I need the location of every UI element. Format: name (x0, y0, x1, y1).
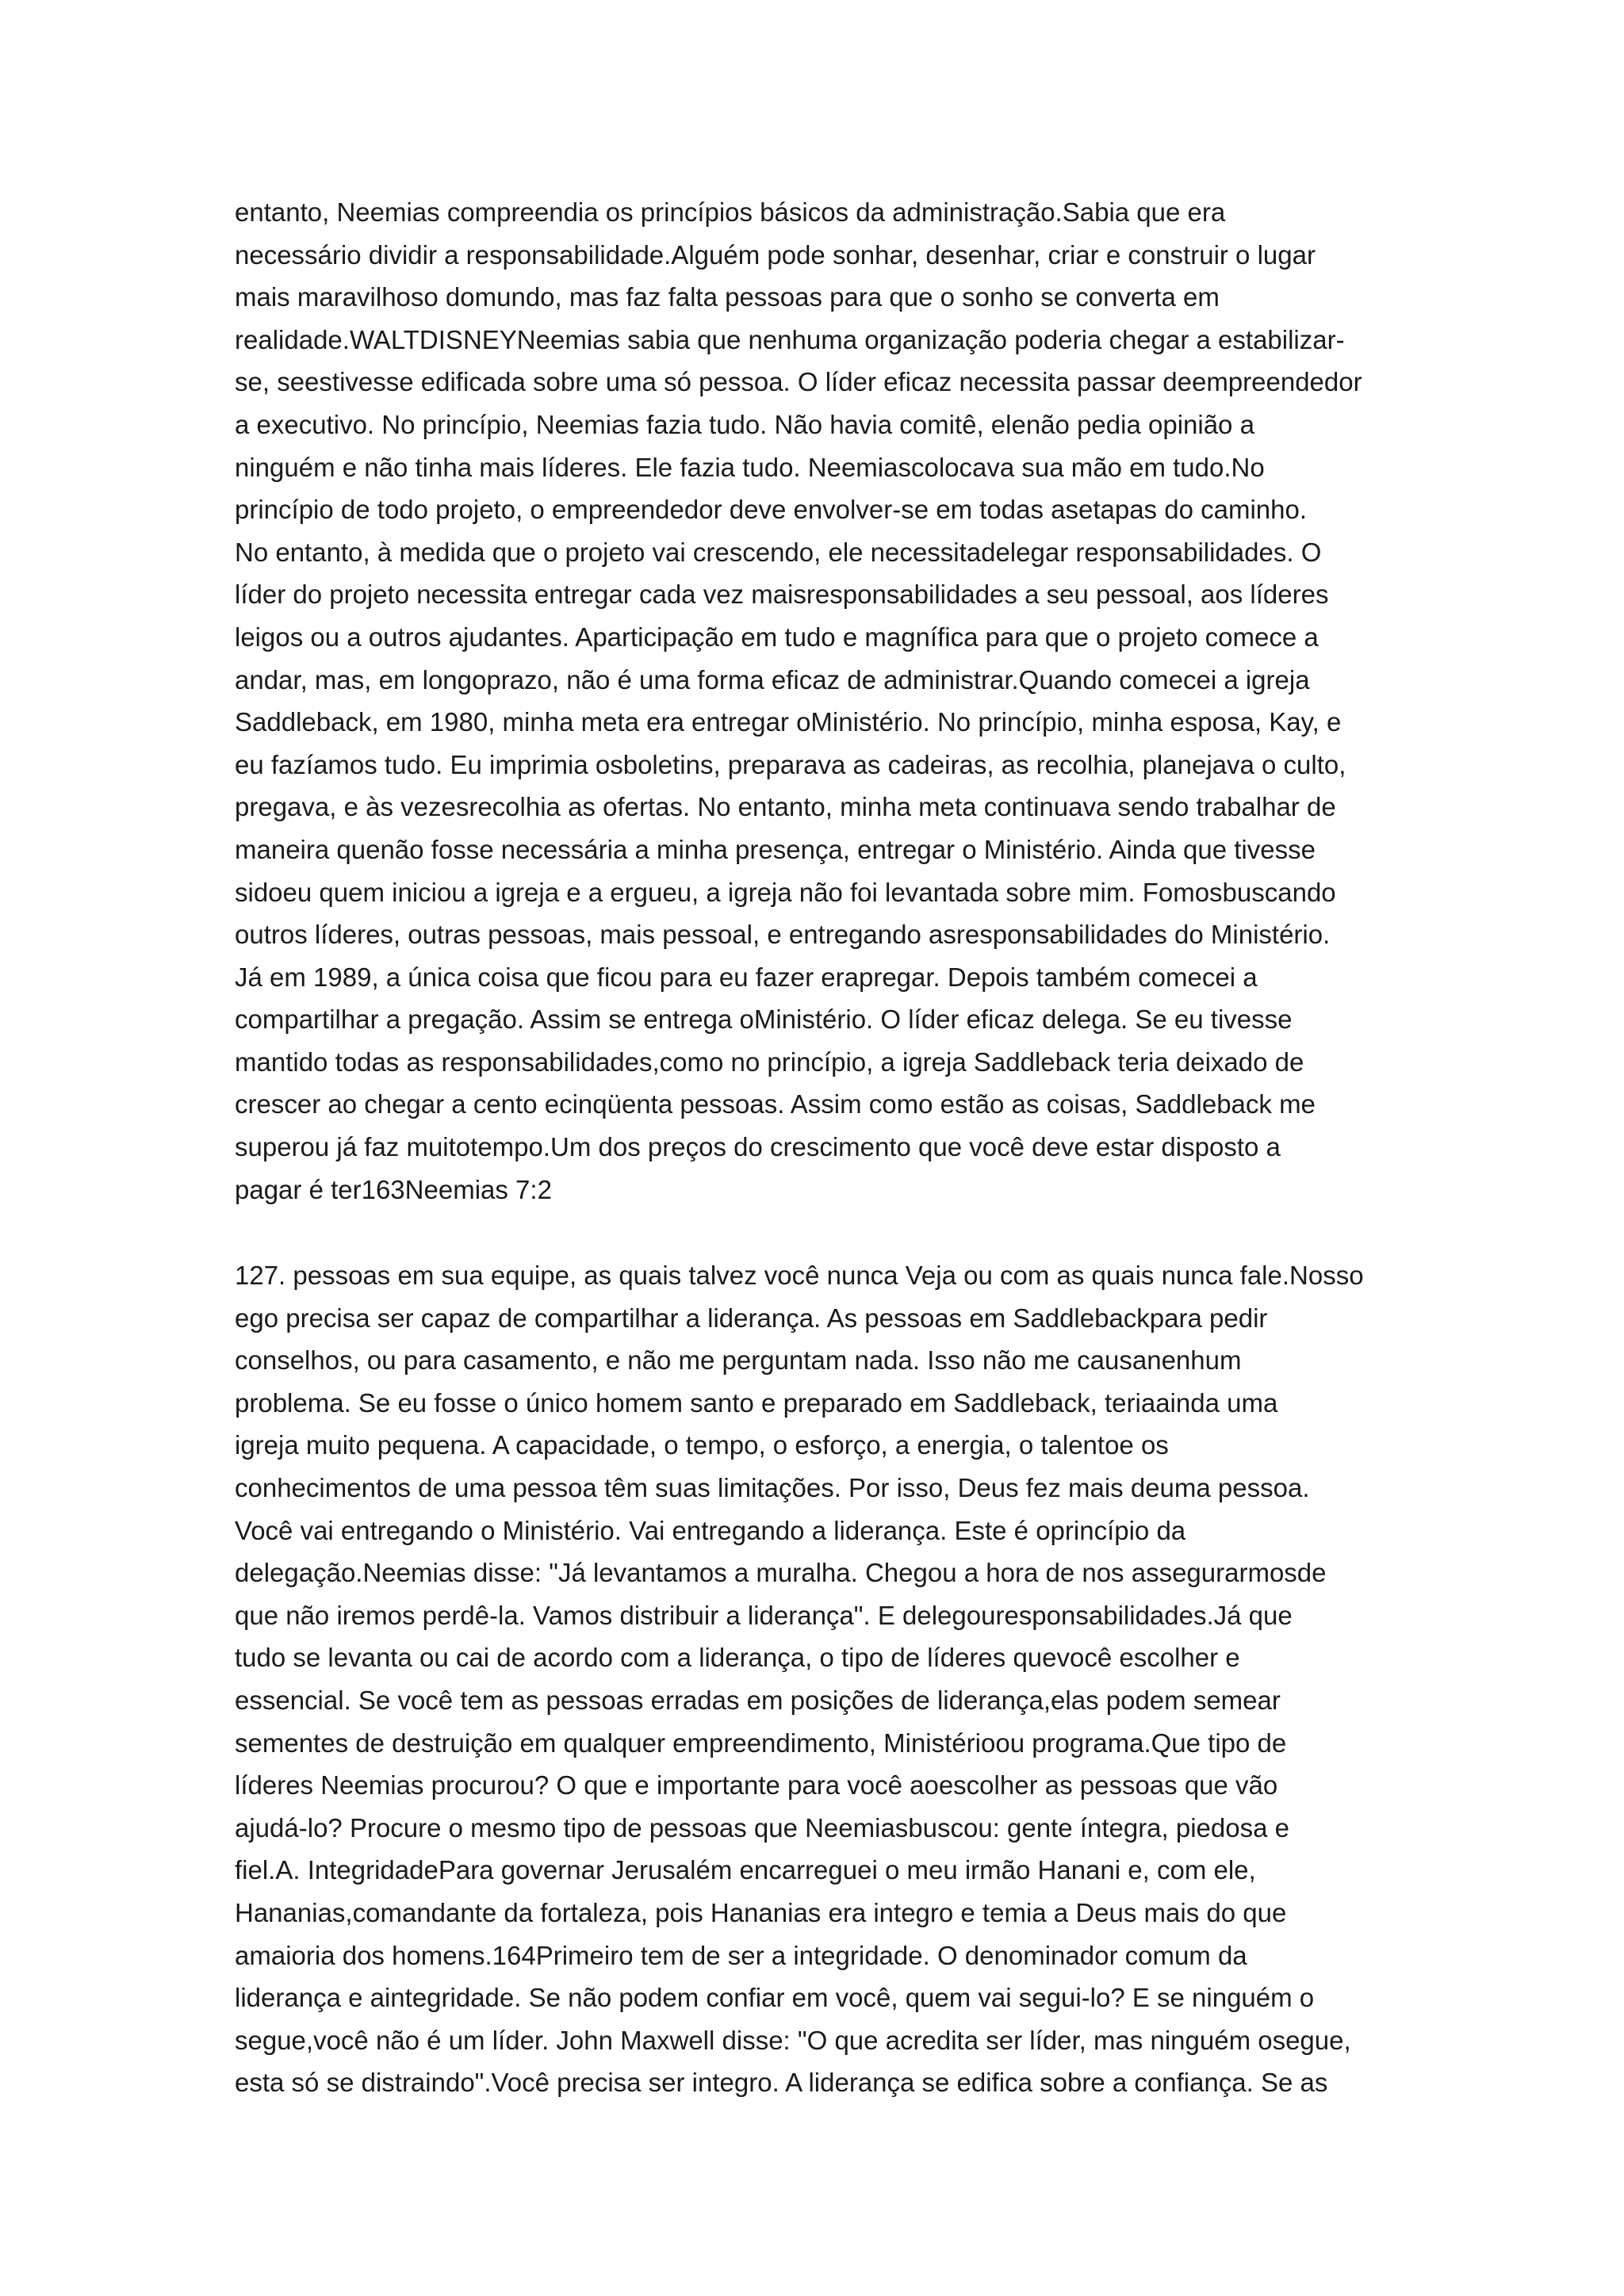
text-line: eu fazíamos tudo. Eu imprimia osboletins, preparava as cadeiras, as recolhia, planejava o culto, (235, 749, 1346, 779)
paragraph-1 (235, 191, 1400, 1211)
text-line: No entanto, à medida que o projeto vai crescendo, ele necessitadelegar responsabilidades. O (235, 537, 1322, 567)
text-line: essencial. Se você tem as pessoas erradas em posições de liderança,elas podem semear (235, 1685, 1281, 1715)
text-line: fiel.A. IntegridadePara governar Jerusalém encarreguei o meu irmão Hanani e, com ele, (235, 1855, 1256, 1885)
text-line: conhecimentos de uma pessoa têm suas limitações. Por isso, Deus fez mais deuma pessoa. (235, 1472, 1310, 1502)
text-line: conselhos, ou para casamento, e não me perguntam nada. Isso não me causanenhum (235, 1345, 1242, 1376)
text-line: superou já faz muitotempo.Um dos preços do crescimento que você deve estar disposto a (235, 1132, 1281, 1162)
text-line: outros líderes, outras pessoas, mais pessoal, e entregando asresponsabilidades do Ministério. (235, 920, 1331, 950)
text-line: Hananias,comandante da fortaleza, pois Hananias era integro e temia a Deus mais do que (235, 1897, 1287, 1927)
text-line: a executivo. No princípio, Neemias fazia tudo. Não havia comitê, elenão pedia opinião a (235, 409, 1254, 439)
text-line: maneira quenão fosse necessária a minha presença, entregar o Ministério. Ainda que tivesse (235, 834, 1316, 864)
text-line: amaioria dos homens.164Primeiro tem de ser a integridade. O denominador comum da (235, 1940, 1247, 1970)
text-line: igreja muito pequena. A capacidade, o tempo, o esforço, a energia, o talentoe os (235, 1430, 1169, 1460)
text-line: pagar é ter163Neemias 7:2 (235, 1174, 552, 1204)
text-line: andar, mas, em longoprazo, não é uma forma eficaz de administrar.Quando comecei a igreja (235, 664, 1310, 695)
text-line: pregava, e às vezesrecolhia as ofertas. No entanto, minha meta continuava sendo trabalhar de (235, 792, 1336, 822)
text-line: Já em 1989, a única coisa que ficou para eu fazer erapregar. Depois também comecei a (235, 962, 1258, 992)
text-line: mais maravilhoso domundo, mas faz falta pessoas para que o sonho se converta em (235, 282, 1220, 312)
text-line: ajudá-lo? Procure o mesmo tipo de pessoas que Neemiasbuscou: gente íntegra, piedosa e (235, 1812, 1289, 1843)
text-line: ego precisa ser capaz de compartilhar a liderança. As pessoas em Saddlebackpara pedir (235, 1303, 1268, 1333)
text-line: compartilhar a pregação. Assim se entrega oMinistério. O líder eficaz delega. Se eu tivesse (235, 1004, 1293, 1035)
text-line: sementes de destruição em qualquer empreendimento, Ministérioou programa.Que tipo de (235, 1728, 1287, 1758)
text-line: leigos ou a outros ajudantes. Aparticipação em tudo e magnífica para que o projeto comece a (235, 622, 1319, 652)
text-line: realidade.WALTDISNEYNeemias sabia que nenhuma organização poderia chegar a estabilizar- (235, 324, 1345, 354)
text-line: Saddleback, em 1980, minha meta era entregar oMinistério. No princípio, minha esposa, Kay, e (235, 707, 1342, 737)
text-line: 127. pessoas em sua equipe, as quais talvez você nunca Veja ou com as quais nunca fale.Nosso (235, 1261, 1364, 1290)
text-line: necessário dividir a responsabilidade.Alguém pode sonhar, desenhar, criar e construir o lugar (235, 239, 1316, 270)
text-line: se, seestivesse edificada sobre uma só pessoa. O líder eficaz necessita passar deempreendedor (235, 367, 1362, 397)
text-line: líder do projeto necessita entregar cada vez maisresponsabilidades a seu pessoal, aos líderes (235, 580, 1329, 610)
text-line: sidoeu quem iniciou a igreja e a ergueu, a igreja não foi levantada sobre mim. Fomosbuscando (235, 877, 1336, 907)
text-line: tudo se levanta ou cai de acordo com a liderança, o tipo de líderes quevocê escolher e (235, 1643, 1240, 1673)
text-line: esta só se distraindo".Você precisa ser integro. A liderança se edifica sobre a confiança. Se as (235, 2068, 1328, 2098)
text-line: que não iremos perdê-la. Vamos distribuir a liderança". E delegouresponsabilidades.Já que (235, 1600, 1293, 1630)
text-line: segue,você não é um líder. John Maxwell disse: "O que acredita ser líder, mas ninguém osegue, (235, 2025, 1351, 2055)
text-line: princípio de todo projeto, o empreendedor deve envolver-se em todas asetapas do caminho. (235, 495, 1308, 525)
text-line: crescer ao chegar a cento ecinqüenta pessoas. Assim como estão as coisas, Saddleback me (235, 1089, 1316, 1119)
text-line: problema. Se eu fosse o único homem santo e preparado em Saddleback, teriaainda uma (235, 1387, 1278, 1418)
text-line: ninguém e não tinha mais líderes. Ele fazia tudo. Neemiascolocava sua mão em tudo.No (235, 452, 1265, 482)
text-line: líderes Neemias procurou? O que e importante para você aoescolher as pessoas que vão (235, 1770, 1278, 1800)
text-line: entanto, Neemias compreendia os princípios básicos da administração.Sabia que era (235, 197, 1226, 227)
text-line: Você vai entregando o Ministério. Vai entregando a liderança. Este é oprincípio da (235, 1515, 1186, 1545)
paragraph-2 (235, 1254, 1400, 2104)
text-line: mantido todas as responsabilidades,como no princípio, a igreja Saddleback teria deixado de (235, 1047, 1304, 1077)
text-line: delegação.Neemias disse: "Já levantamos a muralha. Chegou a hora de nos assegurarmosde (235, 1558, 1327, 1588)
text-line: liderança e aintegridade. Se não podem confiar em você, quem vai segui-lo? E se ninguém o (235, 1983, 1315, 2013)
